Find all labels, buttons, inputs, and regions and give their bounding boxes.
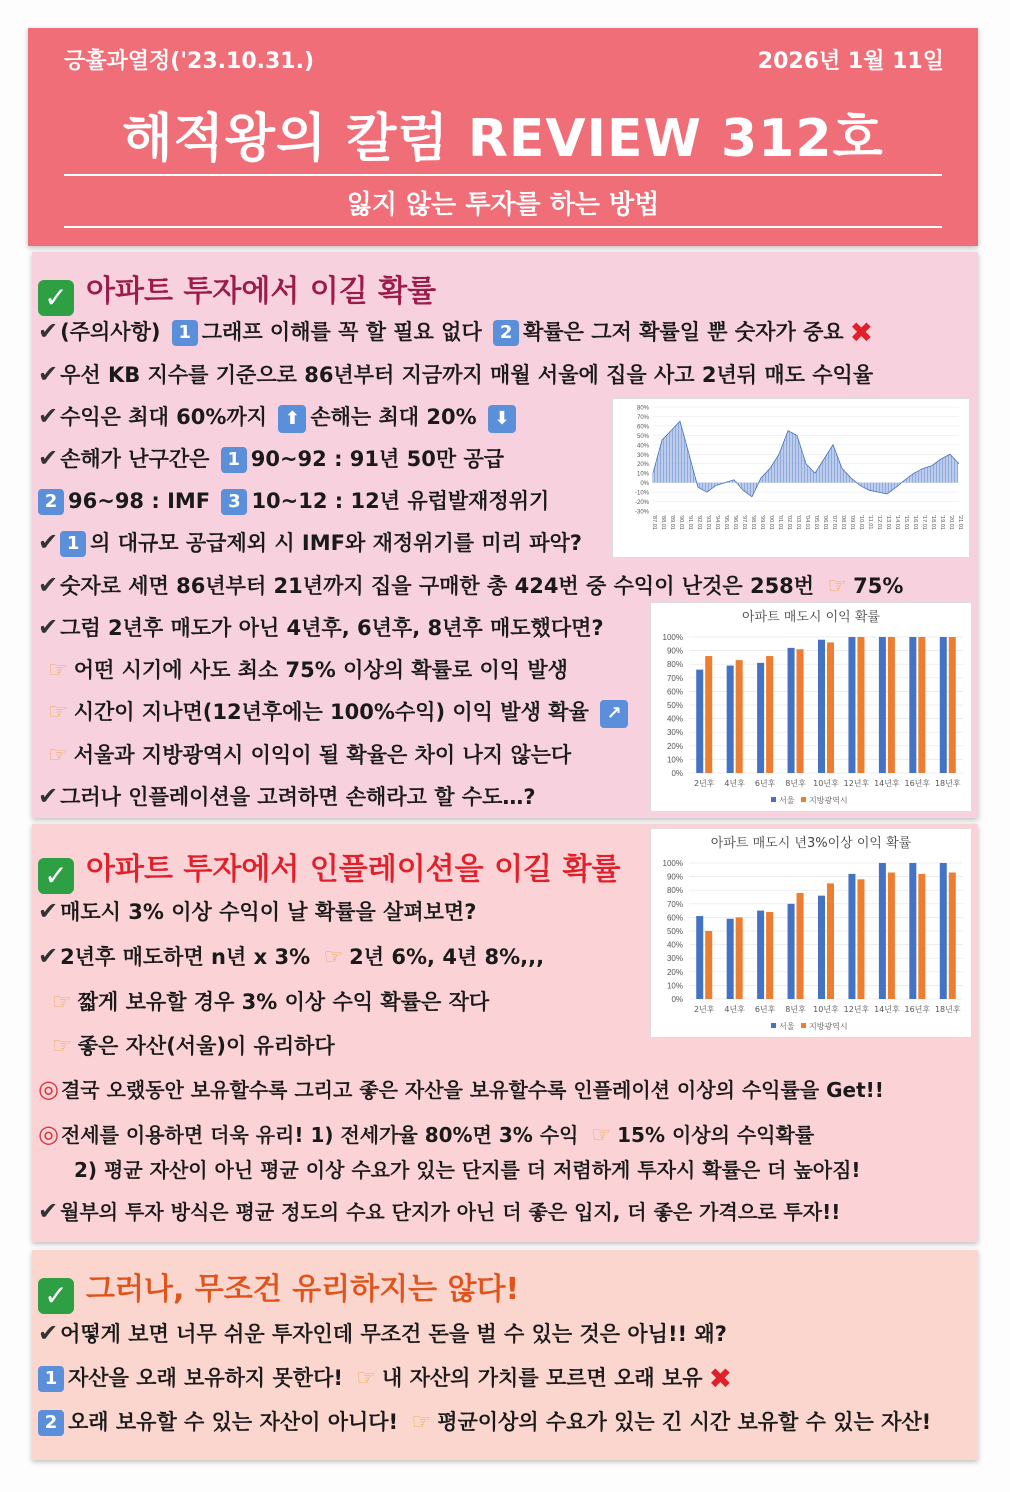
inflation-probability-svg bbox=[651, 829, 971, 1037]
list-text: 결국 오랬동안 보유할수록 그리고 좋은 자산을 보유할수록 인플레이션 이상의 수익률을 Get!! bbox=[60, 1078, 884, 1102]
bar-seoul bbox=[879, 863, 886, 999]
bar-metro bbox=[918, 637, 925, 773]
x-tick-label: 10년후 bbox=[813, 1005, 839, 1014]
y-tick-label: 40% bbox=[666, 940, 683, 950]
x-tick-label: '16.01 bbox=[912, 515, 918, 530]
list-text: 서울과 지방광역시 이익이 될 확율은 차이 나지 않는다 bbox=[73, 743, 572, 767]
return-timeline-chart bbox=[612, 398, 970, 558]
y-tick-label: 30% bbox=[636, 452, 649, 459]
list-text: 확률은 그저 확률일 뿐 숫자가 중요 bbox=[523, 320, 844, 344]
tick-icon: ✔ bbox=[38, 444, 59, 472]
list-item bbox=[42, 654, 568, 684]
pointing-hand-icon: ☞ bbox=[356, 1366, 376, 1391]
check-mark-icon: ✓ bbox=[38, 280, 74, 316]
list-text: 내 자산의 가치를 모르면 오래 보유 bbox=[382, 1366, 703, 1390]
section-not-always-favorable bbox=[32, 1250, 978, 1460]
list-text: (주의사항) bbox=[60, 320, 161, 344]
x-tick-label: '06.01 bbox=[822, 515, 828, 530]
y-tick-label: 0% bbox=[671, 995, 683, 1004]
x-tick-label: 4년후 bbox=[724, 1005, 745, 1014]
section-heading bbox=[38, 266, 436, 316]
tick-icon: ✔ bbox=[38, 402, 59, 430]
list-text: 어떤 시기에 사도 최소 75% 이상의 확률로 이익 발생 bbox=[73, 658, 568, 682]
list-text: 좋은 자산(서울)이 유리하다 bbox=[77, 1034, 335, 1058]
y-tick-label: 70% bbox=[636, 414, 649, 421]
bar-seoul bbox=[879, 637, 886, 773]
bar-seoul bbox=[848, 874, 855, 999]
header-date: 2026년 1월 11일 bbox=[757, 49, 944, 74]
legend-swatch bbox=[801, 797, 806, 802]
x-tick-label: '03.01 bbox=[795, 515, 801, 530]
y-tick-label: 50% bbox=[636, 433, 649, 440]
y-tick-label: 10% bbox=[666, 755, 683, 765]
y-tick-label: 20% bbox=[666, 967, 683, 977]
x-tick-label: '94.01 bbox=[714, 515, 720, 530]
pointing-hand-icon: ☞ bbox=[48, 658, 68, 683]
profit-probability-svg bbox=[651, 603, 971, 811]
list-item bbox=[38, 1196, 840, 1225]
x-tick-label: '96.01 bbox=[732, 515, 738, 530]
list-item bbox=[38, 1119, 814, 1148]
number-one-icon: 1 bbox=[60, 531, 86, 557]
tick-icon: ✔ bbox=[38, 360, 59, 388]
cross-mark-icon: ✖ bbox=[849, 316, 874, 349]
section-heading-text: 아파트 투자에서 이길 확률 bbox=[86, 274, 437, 309]
x-tick-label: 4년후 bbox=[724, 779, 745, 788]
list-text: 수익은 최대 60%까지 bbox=[60, 405, 267, 429]
check-mark-icon: ✓ bbox=[38, 1278, 74, 1314]
up-right-arrow-icon: ↗ bbox=[600, 700, 628, 728]
bar-metro bbox=[736, 660, 743, 773]
bar-metro bbox=[949, 637, 956, 773]
bar-seoul bbox=[727, 666, 734, 773]
list-text: 그럼 2년후 매도가 아닌 4년후, 6년후, 8년후 매도했다면? bbox=[60, 616, 604, 640]
bar-seoul bbox=[757, 663, 764, 773]
y-tick-label: 70% bbox=[666, 899, 683, 909]
bar-metro bbox=[888, 873, 895, 999]
list-item bbox=[38, 612, 604, 642]
number-two-icon: 2 bbox=[38, 1410, 64, 1436]
x-tick-label: '93.01 bbox=[705, 515, 711, 530]
y-tick-label: 80% bbox=[636, 405, 649, 412]
section-win-probability bbox=[32, 252, 978, 818]
bar-seoul bbox=[940, 637, 947, 773]
number-two-icon: 2 bbox=[38, 489, 64, 515]
bar-metro bbox=[766, 912, 773, 999]
pointing-hand-icon: ☞ bbox=[411, 1410, 432, 1435]
y-tick-label: -30% bbox=[634, 509, 649, 516]
list-item bbox=[38, 1362, 732, 1395]
legend-swatch bbox=[801, 1023, 806, 1028]
bar-seoul bbox=[909, 863, 916, 999]
x-tick-label: 16년후 bbox=[904, 1005, 931, 1014]
list-item bbox=[38, 527, 582, 557]
list-item bbox=[38, 401, 520, 433]
legend-label: 서울 bbox=[779, 1022, 795, 1031]
legend-label: 지방광역시 bbox=[809, 1022, 848, 1031]
bar-metro bbox=[888, 637, 895, 773]
x-tick-label: '98.01 bbox=[750, 515, 756, 530]
x-tick-label: 6년후 bbox=[754, 779, 776, 788]
pointing-hand-icon: ☞ bbox=[323, 945, 344, 970]
list-text: 숫자로 세면 86년부터 21년까지 집을 구매한 총 424번 중 수익이 난것은 258번 bbox=[60, 574, 815, 598]
x-tick-label: 12년후 bbox=[843, 779, 870, 788]
x-tick-label: 8년후 bbox=[785, 779, 806, 788]
x-tick-label: '12.01 bbox=[876, 515, 882, 530]
profit-probability-chart bbox=[650, 602, 972, 812]
x-tick-label: 18년후 bbox=[934, 779, 961, 788]
number-two-icon: 2 bbox=[493, 320, 519, 346]
list-text: 전세를 이용하면 더욱 유리! 1) 전세가율 80%면 3% 수익 bbox=[60, 1123, 579, 1147]
bar-metro bbox=[797, 893, 804, 999]
list-item bbox=[38, 359, 873, 389]
x-tick-label: 18년후 bbox=[934, 1005, 961, 1014]
x-tick-label: '09.01 bbox=[849, 515, 855, 530]
bar-seoul bbox=[818, 896, 825, 999]
bar-metro bbox=[949, 873, 956, 999]
list-text: 짧게 보유할 경우 3% 이상 수익 확률은 작다 bbox=[77, 990, 490, 1014]
x-tick-label: '89.01 bbox=[669, 515, 675, 530]
list-item bbox=[38, 443, 504, 473]
x-tick-label: 2년후 bbox=[693, 1005, 715, 1014]
x-tick-label: 8년후 bbox=[785, 1005, 806, 1014]
tick-icon: ✔ bbox=[38, 571, 59, 599]
bar-seoul bbox=[696, 916, 703, 999]
x-tick-label: 10년후 bbox=[813, 779, 839, 788]
tick-icon: ✔ bbox=[38, 1319, 59, 1347]
tick-icon: ✔ bbox=[38, 1197, 59, 1225]
bar-seoul bbox=[696, 670, 703, 773]
x-tick-label: '87.01 bbox=[651, 515, 657, 530]
list-item bbox=[38, 570, 903, 600]
list-text: 자산을 오래 보유하지 못한다! bbox=[68, 1366, 343, 1390]
x-tick-label: '14.01 bbox=[894, 515, 900, 530]
bar-metro bbox=[705, 656, 712, 773]
y-tick-label: 80% bbox=[666, 886, 683, 896]
section-inflation-probability bbox=[32, 824, 978, 1242]
tick-icon: ✔ bbox=[38, 613, 59, 641]
bar-seoul bbox=[727, 919, 734, 999]
list-text: 월부의 투자 방식은 평균 정도의 수요 단지가 아닌 더 좋은 입지, 더 좋은 가격으로 투자!! bbox=[60, 1200, 841, 1224]
bar-metro bbox=[827, 883, 834, 999]
list-text: 평균이상의 수요가 있는 긴 시간 보유할 수 있는 자산! bbox=[437, 1410, 932, 1434]
page-title: 해적왕의 칼럼 REVIEW 312호 bbox=[122, 109, 884, 169]
cross-mark-icon: ✖ bbox=[708, 1362, 733, 1395]
y-tick-label: 30% bbox=[666, 954, 683, 964]
tick-icon: ✔ bbox=[38, 528, 59, 556]
list-text: 2년 6%, 4년 8%,,, bbox=[349, 945, 545, 969]
list-text: 90~92 : 91년 50만 공급 bbox=[250, 447, 505, 471]
section-heading bbox=[38, 844, 620, 894]
list-text: 의 대규모 공급제외 시 IMF와 재정위기를 미리 파악? bbox=[90, 531, 582, 555]
x-tick-label: '04.01 bbox=[804, 515, 810, 530]
x-tick-label: 6년후 bbox=[754, 1005, 776, 1014]
legend-label: 서울 bbox=[779, 796, 795, 805]
legend-swatch bbox=[771, 797, 776, 802]
section-heading-text: 그러나, 무조건 유리하지는 않다! bbox=[86, 1272, 520, 1307]
list-item bbox=[38, 1318, 727, 1348]
bar-metro bbox=[797, 649, 804, 773]
pointing-hand-icon: ☞ bbox=[48, 700, 68, 725]
header-divider-top bbox=[64, 174, 942, 176]
inflation-probability-chart bbox=[650, 828, 972, 1038]
x-tick-label: '05.01 bbox=[813, 515, 819, 530]
list-text: 매도시 3% 이상 수익이 날 확률을 살펴보면? bbox=[60, 900, 477, 924]
x-tick-label: 16년후 bbox=[904, 779, 931, 788]
return-timeline-svg bbox=[613, 399, 969, 557]
x-tick-label: '92.01 bbox=[696, 515, 702, 530]
y-tick-label: 0% bbox=[640, 481, 649, 488]
tick-icon: ✔ bbox=[38, 317, 59, 345]
pointing-hand-icon: ☞ bbox=[48, 743, 68, 768]
x-tick-label: '99.01 bbox=[759, 515, 765, 530]
pointing-hand-icon: ☞ bbox=[52, 1034, 72, 1059]
y-tick-label: 60% bbox=[666, 687, 683, 697]
list-text: 어떻게 보면 너무 쉬운 투자인데 무조건 돈을 벌 수 있는 것은 아님!! 왜? bbox=[60, 1322, 727, 1346]
bar-metro bbox=[857, 637, 864, 773]
x-tick-label: '18.01 bbox=[930, 515, 936, 530]
number-one-icon: 1 bbox=[38, 1366, 64, 1392]
x-tick-label: '00.01 bbox=[768, 515, 774, 530]
x-tick-label: '91.01 bbox=[687, 515, 693, 530]
list-item bbox=[46, 986, 489, 1016]
column-header bbox=[28, 28, 978, 246]
x-tick-label: '95.01 bbox=[723, 515, 729, 530]
list-text: 손해가 난구간은 bbox=[60, 447, 210, 471]
list-item bbox=[74, 1154, 861, 1183]
x-tick-label: '11.01 bbox=[867, 515, 873, 530]
x-tick-label: '97.01 bbox=[741, 515, 747, 530]
number-one-icon: 1 bbox=[221, 447, 247, 473]
list-item bbox=[38, 941, 544, 971]
y-tick-label: 80% bbox=[666, 660, 683, 670]
pointing-hand-icon: ☞ bbox=[827, 574, 848, 599]
list-item bbox=[38, 316, 873, 349]
section-heading-text: 아파트 투자에서 인플레이션을 이길 확률 bbox=[86, 852, 621, 887]
y-tick-label: 60% bbox=[666, 913, 683, 923]
check-mark-icon: ✓ bbox=[38, 858, 74, 894]
number-one-icon: 1 bbox=[172, 320, 198, 346]
list-item bbox=[42, 739, 571, 769]
list-text: 2년후 매도하면 n년 x 3% bbox=[60, 945, 311, 969]
list-text: 손해는 최대 20% bbox=[310, 405, 477, 429]
list-item bbox=[38, 485, 549, 515]
tick-icon: ✔ bbox=[38, 942, 59, 970]
list-text: 그래프 이해를 꼭 할 필요 없다 bbox=[201, 320, 482, 344]
list-item bbox=[38, 1406, 931, 1436]
tick-icon: ✔ bbox=[38, 897, 59, 925]
bar-seoul bbox=[848, 637, 855, 773]
bar-metro bbox=[857, 879, 864, 999]
chart-title: 아파트 매도시 이익 확률 bbox=[742, 610, 880, 625]
y-tick-label: 100% bbox=[662, 633, 683, 642]
x-tick-label: '15.01 bbox=[903, 515, 909, 530]
x-tick-label: 14년후 bbox=[874, 1005, 900, 1014]
list-text: 오래 보유할 수 있는 자산이 아니다! bbox=[68, 1410, 399, 1434]
list-item bbox=[38, 896, 476, 926]
bar-metro bbox=[827, 642, 834, 773]
x-tick-label: '17.01 bbox=[921, 515, 927, 530]
bar-seoul bbox=[818, 640, 825, 773]
section-heading bbox=[38, 1264, 519, 1314]
chart-title: 아파트 매도시 년3%이상 이익 확률 bbox=[710, 836, 912, 851]
target-icon: ◎ bbox=[38, 1120, 59, 1148]
up-arrow-icon: ⬆ bbox=[278, 405, 306, 433]
list-text: 75% bbox=[853, 574, 904, 598]
y-tick-label: 40% bbox=[666, 714, 683, 724]
list-text: 2) 평균 자산이 아닌 평균 이상 수요가 있는 단지를 더 저렴하게 투자시 확률은 더 높아짐! bbox=[74, 1158, 861, 1182]
y-tick-label: 20% bbox=[636, 462, 649, 469]
number-three-icon: 3 bbox=[221, 489, 247, 515]
x-tick-label: 2년후 bbox=[693, 779, 715, 788]
list-text: 시간이 지나면(12년후에는 100%수익) 이익 발생 확율 bbox=[73, 700, 589, 724]
list-text: 96~98 : IMF bbox=[68, 489, 211, 513]
header-divider-bottom bbox=[64, 226, 942, 228]
x-tick-label: '13.01 bbox=[885, 515, 891, 530]
page-subtitle: 잃지 않는 투자를 하는 방법 bbox=[346, 190, 660, 220]
x-tick-label: '20.01 bbox=[948, 515, 954, 530]
x-tick-label: '10.01 bbox=[858, 515, 864, 530]
list-item bbox=[42, 696, 632, 728]
bar-seoul bbox=[788, 904, 795, 999]
bar-seoul bbox=[788, 648, 795, 773]
list-text: 우선 KB 지수를 기준으로 86년부터 지금까지 매월 서울에 집을 사고 2년뒤 매도 수익율 bbox=[60, 363, 874, 387]
pointing-hand-icon: ☞ bbox=[52, 990, 72, 1015]
y-tick-label: 0% bbox=[671, 769, 683, 778]
x-tick-label: '01.01 bbox=[777, 515, 783, 530]
bar-metro bbox=[736, 917, 743, 999]
list-text: 그러나 인플레이션을 고려하면 손해라고 할 수도…? bbox=[60, 785, 536, 809]
x-tick-label: 14년후 bbox=[874, 779, 900, 788]
header-org: 긍휼과열정('23.10.31.) bbox=[64, 49, 315, 74]
y-tick-label: 100% bbox=[662, 859, 683, 868]
y-tick-label: 20% bbox=[666, 741, 683, 751]
y-tick-label: 90% bbox=[666, 872, 683, 882]
y-tick-label: 50% bbox=[666, 701, 683, 710]
y-tick-label: -10% bbox=[634, 490, 649, 497]
bar-seoul bbox=[940, 863, 947, 999]
x-tick-label: '19.01 bbox=[939, 515, 945, 530]
x-tick-label: '90.01 bbox=[678, 515, 684, 530]
list-item bbox=[46, 1030, 335, 1060]
y-tick-label: 40% bbox=[636, 443, 649, 450]
bar-seoul bbox=[757, 911, 764, 999]
bar-metro bbox=[766, 656, 773, 773]
y-tick-label: 10% bbox=[636, 471, 649, 478]
x-tick-label: '08.01 bbox=[840, 515, 846, 530]
down-arrow-icon: ⬇ bbox=[488, 405, 516, 433]
y-tick-label: 10% bbox=[666, 981, 683, 991]
legend-label: 지방광역시 bbox=[809, 796, 848, 805]
list-text: 15% 이상의 수익확률 bbox=[617, 1123, 815, 1147]
bar-metro bbox=[705, 931, 712, 999]
x-tick-label: '02.01 bbox=[786, 515, 792, 530]
list-item bbox=[38, 781, 536, 811]
target-icon: ◎ bbox=[38, 1075, 59, 1103]
y-tick-label: 50% bbox=[666, 927, 683, 936]
y-tick-label: 60% bbox=[636, 424, 649, 431]
pointing-hand-icon: ☞ bbox=[591, 1123, 612, 1148]
list-text: 10~12 : 12년 유럽발재정위기 bbox=[251, 489, 550, 513]
tick-icon: ✔ bbox=[38, 782, 59, 810]
y-tick-label: 30% bbox=[666, 728, 683, 738]
legend-swatch bbox=[771, 1023, 776, 1028]
x-tick-label: '88.01 bbox=[660, 515, 666, 530]
x-tick-label: '21.01 bbox=[957, 515, 963, 530]
list-item bbox=[38, 1074, 884, 1103]
bar-metro bbox=[918, 874, 925, 999]
y-tick-label: 70% bbox=[666, 673, 683, 683]
y-tick-label: -20% bbox=[634, 500, 649, 507]
y-tick-label: 90% bbox=[666, 646, 683, 656]
series-line bbox=[653, 421, 959, 497]
x-tick-label: 12년후 bbox=[843, 1005, 870, 1014]
bar-seoul bbox=[909, 637, 916, 773]
x-tick-label: '07.01 bbox=[831, 515, 837, 530]
